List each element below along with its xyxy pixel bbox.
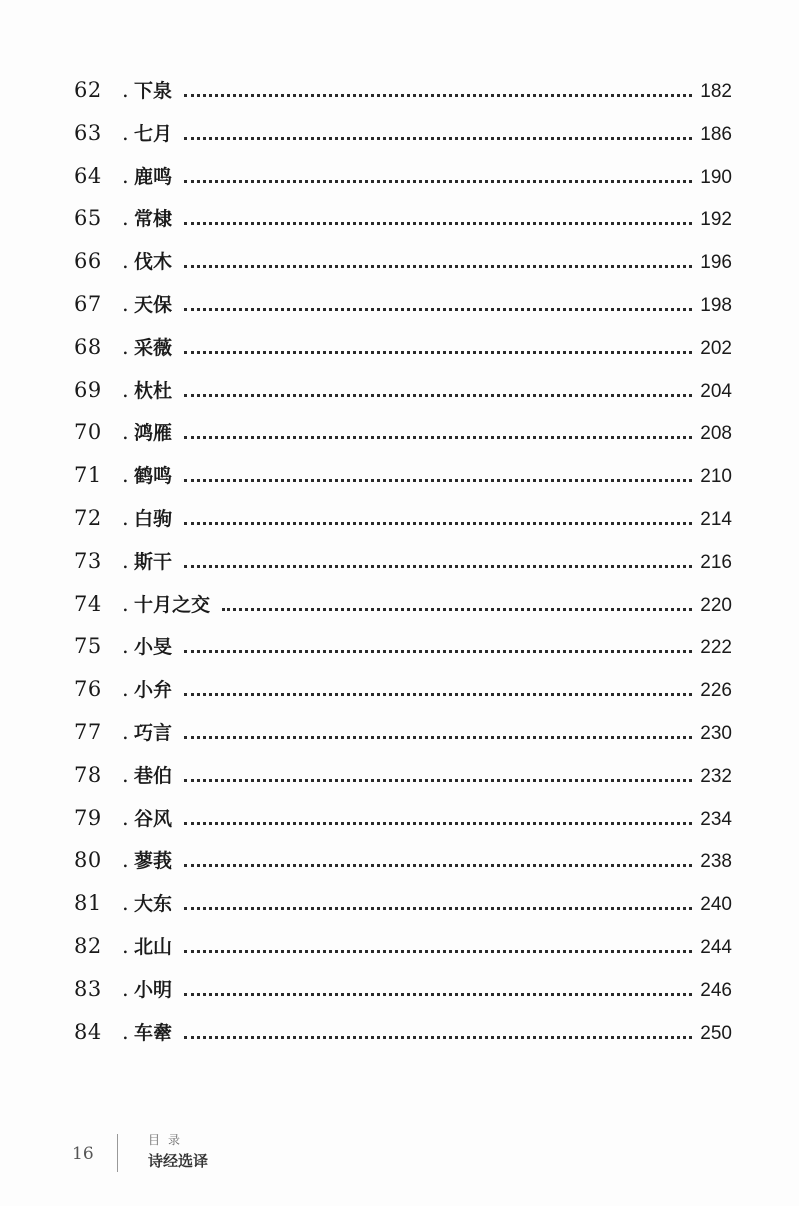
entry-number: 73 (74, 548, 102, 573)
entry-number: 74 (74, 591, 102, 616)
footer-section-label: 目录 (148, 1133, 189, 1147)
entry-number: 70 (74, 420, 102, 445)
footer-page-number: 16 (72, 1144, 94, 1164)
dot-leader (184, 436, 692, 439)
toc-entry[interactable]: 73 . 斯干 216 (74, 548, 732, 573)
entry-title: 下泉 (134, 80, 173, 102)
dot-leader (184, 394, 692, 397)
entry-page: 244 (700, 936, 732, 958)
entry-title: 北山 (134, 935, 173, 958)
entry-number: 62 (74, 78, 102, 102)
entry-number: 83 (74, 976, 102, 1001)
dot-leader (184, 736, 692, 739)
dot-leader (184, 822, 692, 825)
entry-title: 斯干 (134, 550, 173, 573)
dot-leader (184, 1036, 692, 1039)
dot-leader (184, 693, 692, 696)
toc-entry[interactable]: 81 . 大东 240 (74, 891, 732, 916)
entry-page: 246 (700, 979, 732, 1001)
dot-leader (184, 779, 692, 782)
toc-entry[interactable]: 75 . 小旻 222 (74, 634, 732, 659)
toc-entry[interactable]: 72 . 白驹 214 (74, 505, 732, 530)
entry-title: 鸿雁 (134, 422, 173, 445)
toc-entry[interactable]: 69 . 杕杜 204 (74, 377, 732, 402)
table-of-contents (74, 76, 732, 1060)
toc-entry[interactable]: 64 . 鹿鸣 190 (74, 163, 732, 188)
entry-title: 小弁 (134, 679, 173, 702)
toc-entry[interactable]: 65 . 常棣 192 (74, 206, 732, 231)
entry-page: 226 (700, 680, 732, 702)
entry-page: 232 (700, 765, 732, 787)
entry-number: 80 (74, 848, 102, 873)
entry-page: 216 (700, 551, 732, 573)
entry-title: 谷风 (134, 807, 173, 830)
entry-number: 68 (74, 334, 102, 359)
entry-page: 204 (700, 380, 732, 402)
entry-title: 巧言 (134, 721, 173, 744)
entry-page: 222 (700, 637, 732, 659)
dot-leader (184, 94, 692, 97)
entry-number: 77 (74, 719, 102, 744)
entry-number: 72 (74, 505, 102, 530)
toc-entry[interactable]: 63 . 七月 186 (74, 120, 732, 145)
entry-title: 白驹 (134, 507, 173, 530)
dot-leader (184, 351, 692, 354)
entry-number: 78 (74, 762, 102, 787)
entry-title: 天保 (134, 293, 173, 316)
entry-page: 234 (700, 808, 732, 830)
dot-leader (184, 650, 692, 653)
entry-title: 采薇 (134, 336, 173, 359)
entry-number: 76 (74, 677, 102, 702)
dot-leader (222, 608, 692, 611)
entry-page: 186 (700, 123, 732, 145)
entry-page: 198 (700, 294, 732, 316)
entry-number: 81 (74, 891, 102, 916)
toc-entry[interactable]: 67 . 天保 198 (74, 291, 732, 316)
dot-leader (184, 180, 692, 183)
entry-title: 蓼莪 (134, 850, 173, 873)
entry-page: 192 (700, 209, 732, 231)
entry-number: 64 (74, 163, 102, 188)
entry-number: 63 (74, 120, 102, 145)
toc-entry[interactable]: 76 . 小弁 226 (74, 677, 732, 702)
entry-title: 十月之交 (134, 593, 211, 616)
entry-page: 220 (700, 594, 732, 616)
dot-leader (184, 565, 692, 568)
entry-title: 大东 (134, 893, 173, 916)
entry-title: 常棣 (134, 208, 173, 231)
footer-book-title: 诗经选译 (148, 1152, 209, 1170)
entry-title: 车舝 (134, 1021, 173, 1044)
entry-title: 巷伯 (134, 764, 173, 787)
toc-entry[interactable]: 80 . 蓼莪 238 (74, 848, 732, 873)
entry-title: 鹤鸣 (134, 465, 173, 488)
dot-leader (184, 993, 692, 996)
entry-title: 小旻 (134, 636, 173, 659)
entry-page: 240 (700, 894, 732, 916)
toc-entry[interactable]: 79 . 谷风 234 (74, 805, 732, 830)
entry-page: 190 (700, 166, 732, 188)
entry-number: 84 (74, 1019, 102, 1044)
page-footer (72, 1128, 372, 1176)
toc-entry[interactable]: 84 . 车舝 250 (74, 1019, 732, 1044)
entry-page: 182 (700, 81, 732, 102)
entry-number: 71 (74, 463, 102, 488)
entry-page: 230 (700, 722, 732, 744)
toc-entry[interactable]: 83 . 小明 246 (74, 976, 732, 1001)
entry-title: 杕杜 (134, 379, 173, 402)
toc-entry[interactable]: 77 . 巧言 230 (74, 719, 732, 744)
entry-number: 82 (74, 933, 102, 958)
entry-number: 79 (74, 805, 102, 830)
dot-leader (184, 479, 692, 482)
footer-divider (117, 1134, 118, 1172)
toc-entry[interactable]: 62 . 下泉 182 (74, 78, 732, 102)
toc-entry[interactable]: 82 . 北山 244 (74, 933, 732, 958)
dot-leader (184, 950, 692, 953)
entry-page: 238 (700, 851, 732, 873)
entry-page: 210 (700, 466, 732, 488)
entry-page: 250 (700, 1022, 732, 1044)
entry-title: 七月 (134, 122, 173, 145)
entry-title: 小明 (134, 978, 173, 1001)
entry-page: 214 (700, 508, 732, 530)
toc-entry[interactable]: 78 . 巷伯 232 (74, 762, 732, 787)
entry-title: 伐木 (134, 251, 173, 274)
dot-leader (184, 265, 692, 268)
toc-entry[interactable]: 68 . 采薇 202 (74, 334, 732, 359)
dot-leader (184, 864, 692, 867)
toc-entry[interactable]: 71 . 鹤鸣 210 (74, 463, 732, 488)
dot-leader (184, 907, 692, 910)
entry-number: 75 (74, 634, 102, 659)
toc-entry[interactable]: 70 . 鸿雁 208 (74, 420, 732, 445)
dot-leader (184, 308, 692, 311)
dot-leader (184, 137, 692, 140)
entry-number: 67 (74, 291, 102, 316)
toc-entry[interactable]: 74 . 十月之交 220 (74, 591, 732, 616)
entry-number: 66 (74, 249, 102, 274)
entry-page: 196 (700, 252, 732, 274)
toc-entry[interactable]: 66 . 伐木 196 (74, 249, 732, 274)
entry-title: 鹿鸣 (134, 165, 173, 188)
entry-number: 69 (74, 377, 102, 402)
entry-page: 202 (700, 337, 732, 359)
dot-leader (184, 222, 692, 225)
entry-page: 208 (700, 423, 732, 445)
entry-number: 65 (74, 206, 102, 231)
dot-leader (184, 522, 692, 525)
